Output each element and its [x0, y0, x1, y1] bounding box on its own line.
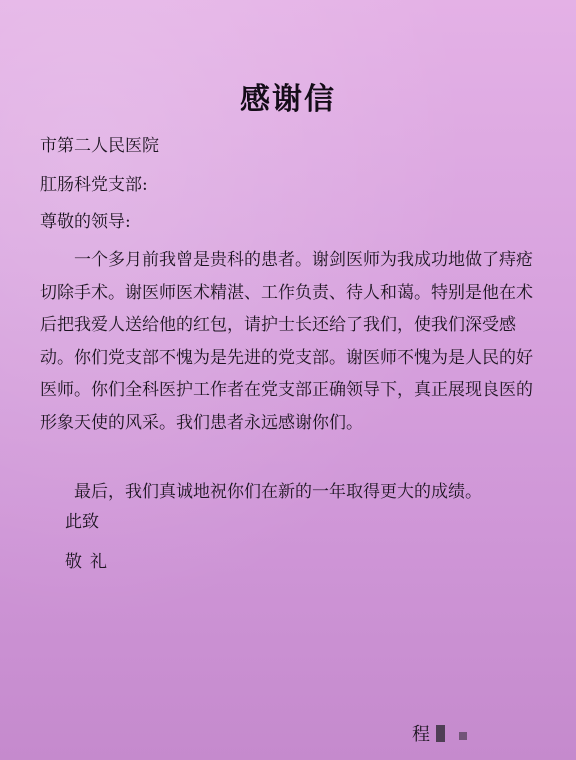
- letter-title: 感谢信: [240, 82, 336, 117]
- greeting: 尊敬的领导:: [40, 212, 131, 232]
- recipient-hospital: 市第二人民医院: [40, 136, 159, 156]
- recipient-department: 肛肠科党支部:: [40, 175, 148, 195]
- letter-paragraph-1: 一个多月前我曾是贵科的患者。谢剑医师为我成功地做了痔疮切除手术。谢医师医术精湛、工作负责、待人和蔼。特别是他在术后把我爱人送给他的红包，请护士长还给了我们，使我们深受感动。你们党支部不愧为是先进的党支部。谢医师不愧为是人民的好医师。你们全科医护工作者在党支部正确领导下，真正展现良医的形象天使的风采。我们患者永远感谢你们。: [40, 250, 533, 433]
- closing-line-2: 敬礼: [65, 552, 115, 572]
- closing-line-1: 此致: [65, 512, 99, 532]
- letter-paragraph-2: 最后，我们真诚地祝你们在新的一年取得更大的成绩。: [74, 482, 482, 502]
- redaction-block: [436, 725, 445, 742]
- redaction-block: [459, 732, 467, 740]
- signature: [412, 720, 467, 746]
- signature-name: 程: [412, 724, 430, 745]
